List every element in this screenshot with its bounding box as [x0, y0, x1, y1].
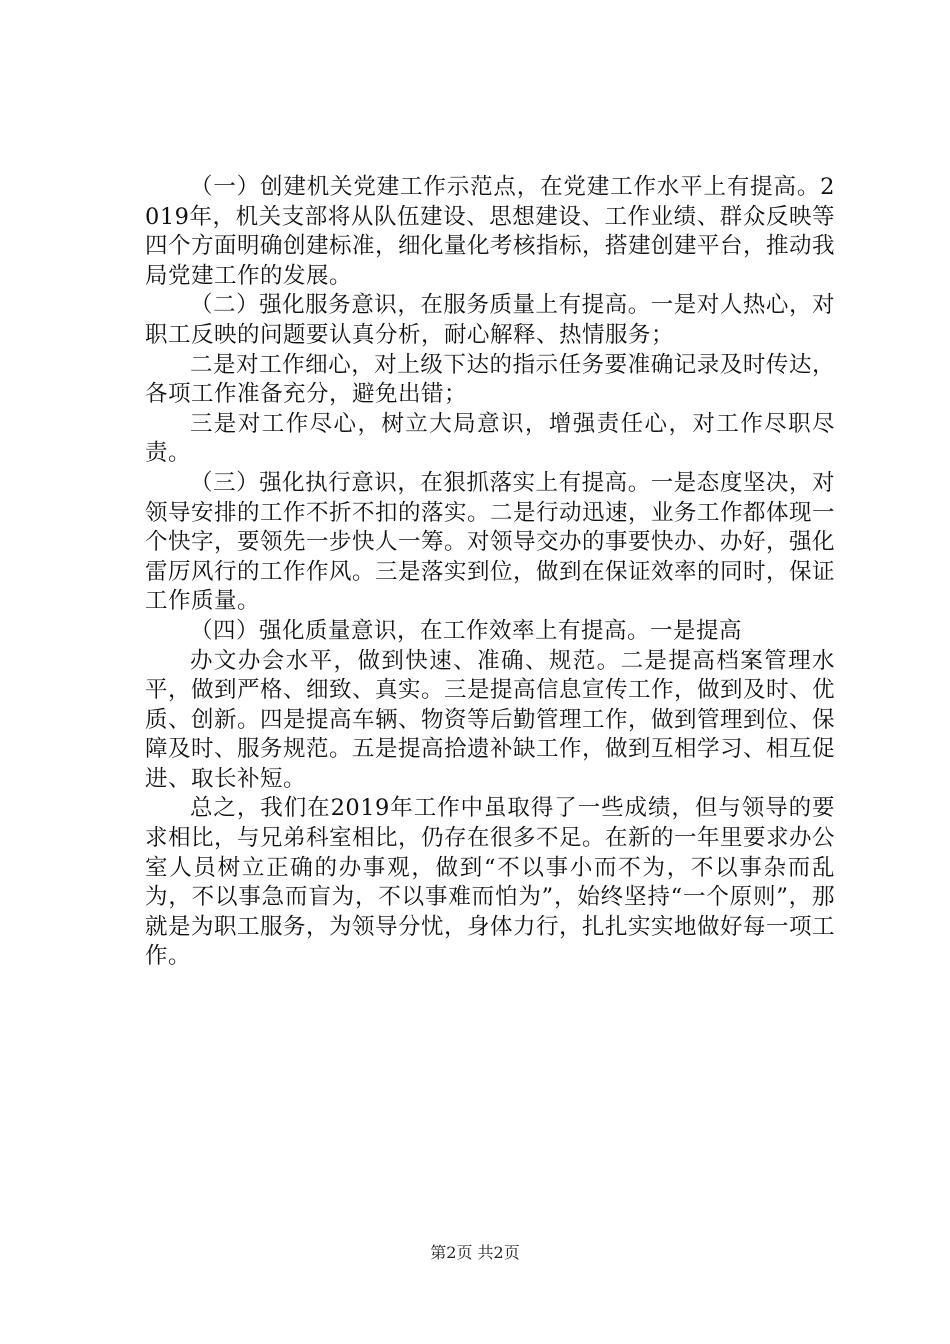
paragraph-quality-awareness: （四）强化质量意识，在工作效率上有提高。一是提高 — [190, 617, 743, 644]
paragraph-service-awareness: （二）强化服务意识，在服务质量上有提高。一是对人热心，对职工反映的问题要认真分析，耐心解释、热情服务； — [145, 292, 835, 348]
paragraph-work-dedication: 三是对工作尽心，树立大局意识，增强责任心，对工作尽职尽责。 — [145, 410, 835, 467]
paragraph-execution-awareness: （三）强化执行意识，在狠抓落实上有提高。一是态度坚决，对领导安排的工作不折不扣的落实。二是行动迅速，业务工作都体现一个快字，要领先一步快人一筹。对领导交办的事要快办、办好，强化雷厉风行的工作作风。三是落实到位，做到在保证效率的同时，保证工作质量。 — [145, 469, 836, 615]
paragraph-quality-awareness-continued: 办文办会水平，做到快速、准确、规范。二是提高档案管理水平，做到严格、细致、真实。三是提高信息宣传工作，做到及时、优质、创新。四是提高车辆、物资等后勤管理工作，做到管理到位、保障及时、服务规范。五是提高拾遗补缺工作，做到互相学习、相互促进、取长补短。 — [145, 647, 836, 792]
page-number-footer: 第2页 共2页 — [430, 1243, 520, 1262]
document-body — [145, 173, 835, 972]
paragraph-conclusion: 总之，我们在2019年工作中虽取得了一些成绩，但与领导的要求相比，与兄弟科室相比，仍存在很多不足。在新的一年里要求办公室人员树立正确的办事观，做到“不以事小而不为，不以事杂而乱为，不以事急而盲为，不以事难而怕为”，始终坚持“一个原则”，那就是为职工服务，为领导分忧，身体力行，扎扎实实地做好每一项工作。 — [145, 795, 836, 970]
paragraph-work-carefulness: 二是对工作细心，对上级下达的指示任务要准确记录及时传达，各项工作准备充分，避免出错； — [145, 351, 835, 408]
paragraph-party-building: （一）创建机关党建工作示范点，在党建工作水平上有提高。2019年，机关支部将从队伍建设、思想建设、工作业绩、群众反映等四个方面明确创建标准，细化量化考核指标，搭建创建平台，推动我局党建工作的发展。 — [145, 174, 836, 289]
